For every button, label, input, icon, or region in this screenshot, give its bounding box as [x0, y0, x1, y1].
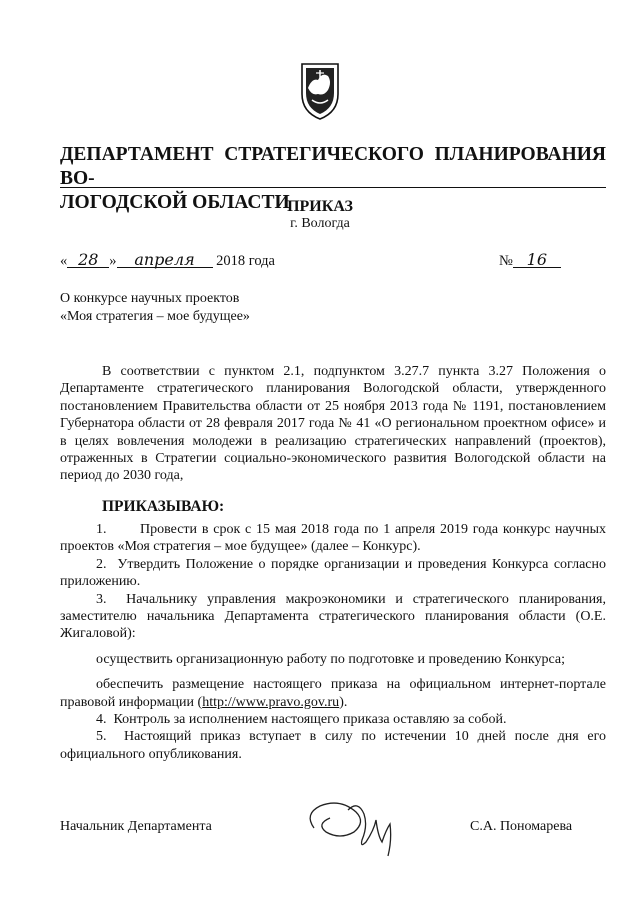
order-date: [60, 252, 275, 270]
order-items: [60, 521, 606, 763]
order-item-2: 2. Утвердить Положение о порядке организации и проведения Конкурса согласно приложению.: [60, 556, 606, 590]
order-item-3: 3. Начальнику управления макроэкономики и стратегического планирования, заместителю начальника Департамента стратегического планирования области (О.Е. Жигаловой):: [60, 591, 606, 642]
subject-line1: О конкурсе научных проектов: [60, 291, 240, 306]
task-b-text: обеспечить размещение настоящего приказа на официальном интернет-портале правовой информации (: [60, 677, 606, 710]
handwritten-signature-icon: [300, 790, 410, 860]
date-month: апреля: [117, 252, 213, 268]
task-b-text-end: ).: [339, 694, 348, 710]
department-name-line2: ЛОГОДСКОЙ ОБЛАСТИ: [60, 192, 290, 213]
preamble-paragraph: В соответствии с пунктом 2.1, подпунктом 3.27.7 пункта 3.27 Положения о Департаменте стратегического планирования Вологодской области, утвержденного постановлением Правительства области от 25 ноября 2013 года № 1191, постановлением Губернатора области от 28 февраля 2017 года № 41 «О региональном проектном офисе» и в целях вовлечения молодежи в реализацию стратегических направлений (проектов), отраженных в Стратегии социально-экономического развития Вологодской области на период до 2030 года,: [60, 364, 606, 484]
pravo-gov-link[interactable]: http://www.pravo.gov.ru: [202, 694, 340, 710]
order-item-3-task-a: осуществить организационную работу по подготовке и проведению Конкурса;: [96, 651, 566, 667]
date-day: 28: [67, 252, 109, 268]
order-item-4: 4. Контроль за исполнением настоящего приказа оставляю за собой.: [96, 712, 507, 728]
order-item-1: 1. Провести в срок с 15 мая 2018 года по 1 апреля 2019 года конкурс научных проектов «Моя стратегия – мое будущее» (далее – Конкурс).: [60, 522, 606, 555]
order-heading: ПРИКАЗЫВАЮ:: [102, 498, 225, 515]
signatory-name: С.А. Пономарева: [470, 819, 573, 834]
date-open-quote: «: [60, 253, 68, 269]
subject-line2: «Моя стратегия – мое будущее»: [60, 309, 250, 324]
number-value: 16: [513, 252, 561, 268]
date-close-quote: »: [109, 253, 117, 269]
department-name-line1: ДЕПАРТАМЕНТ СТРАТЕГИЧЕСКОГО ПЛАНИРОВАНИЯ ВО-: [60, 144, 606, 189]
coat-of-arms-icon: [298, 60, 342, 122]
date-year: 2018 года: [216, 253, 275, 269]
order-item-5: 5. Настоящий приказ вступает в силу по истечении 10 дней после дня его официального опубликования.: [60, 729, 606, 762]
order-number: [499, 252, 561, 270]
document-type: ПРИКАЗ: [287, 198, 353, 215]
signatory-role: Начальник Департамента: [60, 819, 212, 834]
city-line: г. Вологда: [290, 216, 350, 231]
order-subject: [60, 290, 250, 326]
order-item-3-task-b: [60, 676, 606, 711]
number-prefix: №: [499, 253, 513, 269]
header-divider: [60, 187, 606, 188]
